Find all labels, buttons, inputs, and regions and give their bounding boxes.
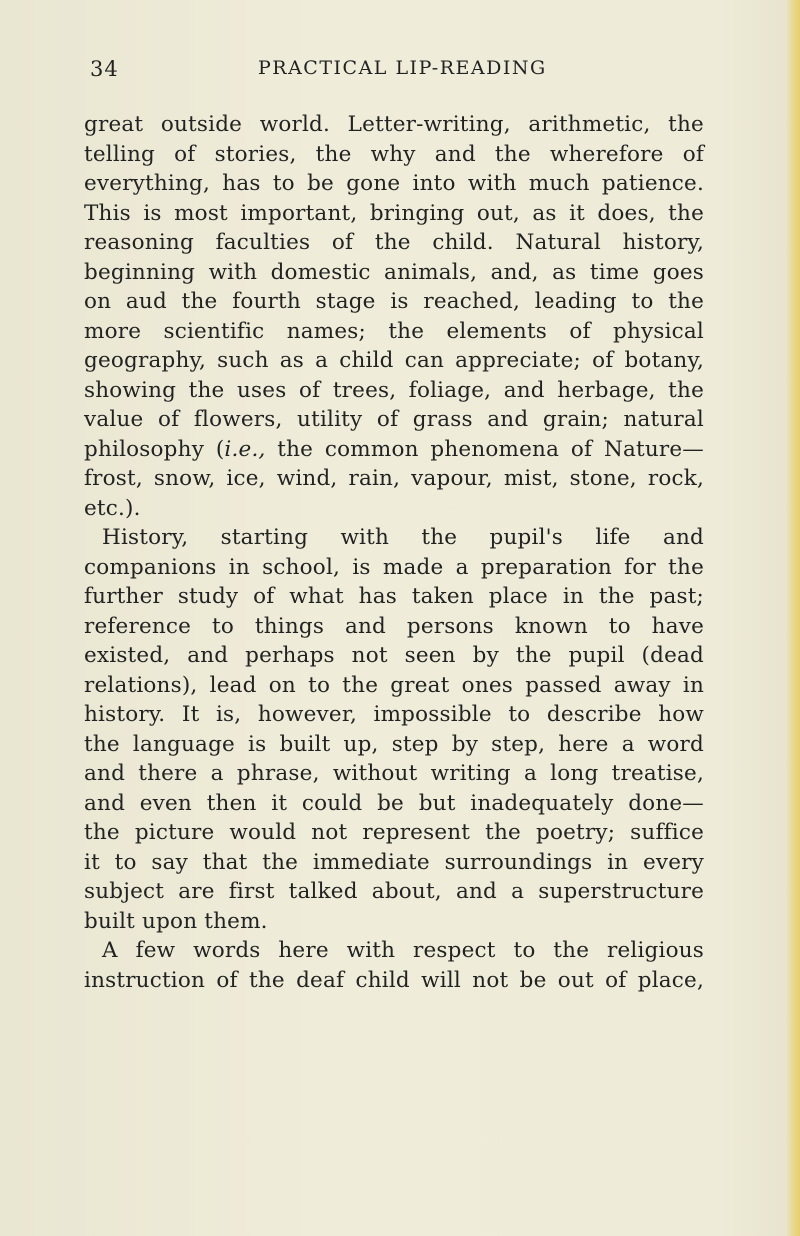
running-head (90, 57, 710, 87)
text-line: etc.). (84, 495, 141, 521)
text-line: great outside world. Letter-writing, arithmetic, the (84, 112, 704, 137)
text-line: built upon them. (84, 908, 268, 934)
text-line: it to say that the immediate surroundings in every (84, 849, 704, 875)
text-line: reference to things and persons known to have (84, 613, 704, 639)
text-line: and there a phrase, without writing a long treatise, (84, 761, 704, 786)
text-line: existed, and perhaps not seen by the pupil (dead (84, 643, 704, 668)
text-line: subject are first talked about, and a superstructure (84, 879, 704, 904)
text-line: geography, such as a child can appreciate; of botany, (84, 348, 704, 373)
text-line: value of flowers, utility of grass and grain; natural (84, 407, 704, 432)
text-line: and even then it could be but inadequately done— (84, 790, 704, 816)
text-line: on aud the fourth stage is reached, leading to the (84, 289, 704, 314)
text-line: the picture would not represent the poetry; suffice (84, 820, 704, 845)
text-line: beginning with domestic animals, and, as time goes (84, 259, 704, 285)
text-line: telling of stories, the why and the wherefore of (84, 141, 704, 167)
text-line: further study of what has taken place in the past; (84, 584, 704, 609)
text-line: reasoning faculties of the child. Natural history, (84, 230, 704, 255)
running-title: PRACTICAL LIP-READING (258, 57, 547, 79)
text-line: more scientific names; the elements of physical (84, 318, 704, 344)
text-line: relations), lead on to the great ones passed away in (84, 672, 704, 698)
text-line: This is most important, bringing out, as it does, the (84, 200, 704, 226)
text-line: showing the uses of trees, foliage, and herbage, the (84, 377, 704, 403)
text-line: everything, has to be gone into with much patience. (84, 171, 704, 196)
text-line: philosophy (i.e., the common phenomena of Nature— (84, 436, 704, 462)
text-line: companions in school, is made a preparation for the (84, 554, 704, 580)
page-edge (786, 0, 800, 1236)
text-line: instruction of the deaf child will not be out of place, (84, 967, 704, 993)
text-line: A few words here with respect to the religious (102, 938, 704, 963)
text-line: history. It is, however, impossible to describe how (84, 702, 704, 727)
text-line: frost, snow, ice, wind, rain, vapour, mist, stone, rock, (84, 466, 704, 491)
text-line: the language is built up, step by step, here a word (84, 731, 704, 757)
text-line: History, starting with the pupil's life and (102, 525, 704, 550)
page-number: 34 (90, 57, 119, 81)
body-text (84, 110, 704, 995)
